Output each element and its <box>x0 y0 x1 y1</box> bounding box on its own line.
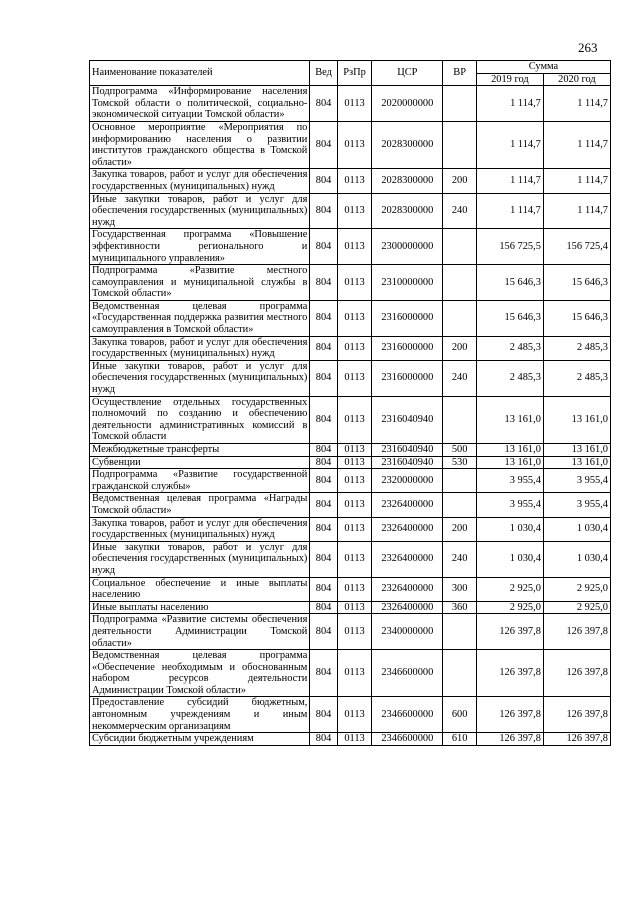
row-ved: 804 <box>310 444 337 457</box>
table-row <box>90 697 611 733</box>
row-rzpr: 0113 <box>337 300 372 336</box>
row-rzpr: 0113 <box>337 577 372 601</box>
row-sum-2020: 156 725,4 <box>543 229 610 265</box>
row-sum-2019: 2 925,0 <box>476 577 543 601</box>
row-csr: 2326400000 <box>372 601 443 614</box>
row-sum-2020: 13 161,0 <box>543 444 610 457</box>
row-ved: 804 <box>310 193 337 229</box>
row-vr <box>443 121 477 168</box>
table-row <box>90 265 611 301</box>
row-vr: 240 <box>443 541 477 577</box>
row-csr: 2340000000 <box>372 614 443 650</box>
header-rzpr: РзПр <box>337 61 372 86</box>
row-name: Основное мероприятие «Мероприятия по информированию населения о развитии институтов гражданского общества в Томской области» <box>90 121 310 168</box>
row-csr: 2310000000 <box>372 265 443 301</box>
table-body <box>90 86 611 746</box>
header-year-2020: 2020 год <box>543 73 610 86</box>
row-vr <box>443 650 477 697</box>
header-year-2019: 2019 год <box>476 73 543 86</box>
row-vr: 300 <box>443 577 477 601</box>
row-sum-2019: 1 114,7 <box>476 86 543 122</box>
row-ved: 804 <box>310 265 337 301</box>
row-vr: 610 <box>443 733 477 746</box>
row-csr: 2326400000 <box>372 541 443 577</box>
row-sum-2019: 1 114,7 <box>476 121 543 168</box>
row-sum-2019: 15 646,3 <box>476 265 543 301</box>
table-row <box>90 577 611 601</box>
table-row <box>90 493 611 517</box>
row-name: Подпрограмма «Развитие системы обеспечения деятельности Администрации Томской области» <box>90 614 310 650</box>
row-rzpr: 0113 <box>337 733 372 746</box>
row-rzpr: 0113 <box>337 193 372 229</box>
table-row <box>90 396 611 443</box>
row-name: Межбюджетные трансферты <box>90 444 310 457</box>
row-vr <box>443 396 477 443</box>
table-row <box>90 614 611 650</box>
row-vr: 200 <box>443 169 477 193</box>
row-sum-2019: 3 955,4 <box>476 493 543 517</box>
row-vr: 600 <box>443 697 477 733</box>
row-csr: 2346600000 <box>372 733 443 746</box>
row-rzpr: 0113 <box>337 456 372 469</box>
row-csr: 2316000000 <box>372 300 443 336</box>
row-ved: 804 <box>310 469 337 493</box>
table-row <box>90 121 611 168</box>
row-vr <box>443 229 477 265</box>
row-rzpr: 0113 <box>337 360 372 396</box>
row-sum-2019: 13 161,0 <box>476 396 543 443</box>
row-name: Осуществление отдельных государственных полномочий по созданию и обеспечению деятельности административных комиссий в Томской области <box>90 396 310 443</box>
row-sum-2019: 1 030,4 <box>476 541 543 577</box>
row-csr: 2346600000 <box>372 650 443 697</box>
row-rzpr: 0113 <box>337 169 372 193</box>
table-row <box>90 444 611 457</box>
page-number: 263 <box>578 40 598 55</box>
row-rzpr: 0113 <box>337 336 372 360</box>
row-name: Предоставление субсидий бюджетным, автономным учреждениям и иным некоммерческим организациям <box>90 697 310 733</box>
table-row <box>90 229 611 265</box>
row-rzpr: 0113 <box>337 121 372 168</box>
row-name: Ведомственная целевая программа «Награды Томской области» <box>90 493 310 517</box>
row-sum-2020: 13 161,0 <box>543 456 610 469</box>
row-sum-2019: 156 725,5 <box>476 229 543 265</box>
row-rzpr: 0113 <box>337 444 372 457</box>
row-ved: 804 <box>310 577 337 601</box>
table-row <box>90 193 611 229</box>
row-sum-2020: 2 485,3 <box>543 336 610 360</box>
row-sum-2020: 1 114,7 <box>543 86 610 122</box>
row-ved: 804 <box>310 229 337 265</box>
header-vr: ВР <box>443 61 477 86</box>
row-vr: 200 <box>443 336 477 360</box>
row-csr: 2316040940 <box>372 396 443 443</box>
header-csr: ЦСР <box>372 61 443 86</box>
row-name: Субсидии бюджетным учреждениям <box>90 733 310 746</box>
row-sum-2020: 2 485,3 <box>543 360 610 396</box>
row-rzpr: 0113 <box>337 601 372 614</box>
row-name: Ведомственная целевая программа «Государственная поддержка развития местного самоуправления в Томской области» <box>90 300 310 336</box>
row-vr: 240 <box>443 360 477 396</box>
row-vr <box>443 300 477 336</box>
row-ved: 804 <box>310 169 337 193</box>
row-sum-2020: 2 925,0 <box>543 577 610 601</box>
row-rzpr: 0113 <box>337 517 372 541</box>
row-csr: 2028300000 <box>372 121 443 168</box>
row-sum-2020: 13 161,0 <box>543 396 610 443</box>
row-rzpr: 0113 <box>337 265 372 301</box>
row-rzpr: 0113 <box>337 697 372 733</box>
row-name: Государственная программа «Повышение эффективности регионального и муниципального управления» <box>90 229 310 265</box>
row-sum-2019: 2 485,3 <box>476 336 543 360</box>
row-ved: 804 <box>310 86 337 122</box>
row-sum-2019: 1 114,7 <box>476 169 543 193</box>
row-name: Иные выплаты населению <box>90 601 310 614</box>
row-sum-2020: 126 397,8 <box>543 650 610 697</box>
row-csr: 2316000000 <box>372 360 443 396</box>
row-csr: 2300000000 <box>372 229 443 265</box>
row-csr: 2326400000 <box>372 517 443 541</box>
row-csr: 2028300000 <box>372 193 443 229</box>
row-name: Субвенции <box>90 456 310 469</box>
row-vr: 500 <box>443 444 477 457</box>
row-sum-2020: 15 646,3 <box>543 300 610 336</box>
row-sum-2020: 126 397,8 <box>543 614 610 650</box>
row-sum-2020: 1 114,7 <box>543 193 610 229</box>
row-rzpr: 0113 <box>337 86 372 122</box>
table-row <box>90 601 611 614</box>
row-vr: 200 <box>443 517 477 541</box>
row-ved: 804 <box>310 300 337 336</box>
row-rzpr: 0113 <box>337 229 372 265</box>
row-csr: 2326400000 <box>372 493 443 517</box>
header-sum: Сумма <box>476 61 610 74</box>
row-sum-2019: 15 646,3 <box>476 300 543 336</box>
row-vr <box>443 493 477 517</box>
row-rzpr: 0113 <box>337 541 372 577</box>
row-name: Иные закупки товаров, работ и услуг для обеспечения государственных (муниципальных) нужд <box>90 360 310 396</box>
row-sum-2020: 126 397,8 <box>543 733 610 746</box>
budget-table <box>89 60 611 746</box>
row-csr: 2326400000 <box>372 577 443 601</box>
row-rzpr: 0113 <box>337 469 372 493</box>
row-rzpr: 0113 <box>337 493 372 517</box>
row-csr: 2316040940 <box>372 456 443 469</box>
row-name: Ведомственная целевая программа «Обеспечение необходимым и обоснованным набором ресурсов деятельности Администрации Томской области» <box>90 650 310 697</box>
row-ved: 804 <box>310 456 337 469</box>
row-sum-2020: 1 114,7 <box>543 169 610 193</box>
row-ved: 804 <box>310 733 337 746</box>
row-csr: 2346600000 <box>372 697 443 733</box>
row-csr: 2316000000 <box>372 336 443 360</box>
row-vr: 360 <box>443 601 477 614</box>
row-vr <box>443 86 477 122</box>
table-row <box>90 169 611 193</box>
row-name: Подпрограмма «Развитие местного самоуправления и муниципальной службы в Томской области» <box>90 265 310 301</box>
row-sum-2020: 2 925,0 <box>543 601 610 614</box>
row-ved: 804 <box>310 396 337 443</box>
table-row <box>90 517 611 541</box>
table-row <box>90 541 611 577</box>
row-ved: 804 <box>310 541 337 577</box>
row-ved: 804 <box>310 697 337 733</box>
row-csr: 2028300000 <box>372 169 443 193</box>
table-row <box>90 86 611 122</box>
row-sum-2019: 126 397,8 <box>476 697 543 733</box>
row-rzpr: 0113 <box>337 650 372 697</box>
row-sum-2019: 1 030,4 <box>476 517 543 541</box>
row-ved: 804 <box>310 650 337 697</box>
row-name: Закупка товаров, работ и услуг для обеспечения государственных (муниципальных) нужд <box>90 169 310 193</box>
row-sum-2019: 2 925,0 <box>476 601 543 614</box>
table-row <box>90 300 611 336</box>
row-name: Иные закупки товаров, работ и услуг для обеспечения государственных (муниципальных) нужд <box>90 541 310 577</box>
row-vr: 530 <box>443 456 477 469</box>
row-sum-2020: 1 030,4 <box>543 541 610 577</box>
table-row <box>90 360 611 396</box>
row-sum-2020: 1 030,4 <box>543 517 610 541</box>
row-sum-2020: 15 646,3 <box>543 265 610 301</box>
row-ved: 804 <box>310 121 337 168</box>
row-name: Иные закупки товаров, работ и услуг для обеспечения государственных (муниципальных) нужд <box>90 193 310 229</box>
row-name: Закупка товаров, работ и услуг для обеспечения государственных (муниципальных) нужд <box>90 336 310 360</box>
row-sum-2020: 3 955,4 <box>543 469 610 493</box>
row-sum-2019: 13 161,0 <box>476 456 543 469</box>
row-ved: 804 <box>310 614 337 650</box>
row-rzpr: 0113 <box>337 396 372 443</box>
row-csr: 2320000000 <box>372 469 443 493</box>
row-vr <box>443 614 477 650</box>
row-name: Социальное обеспечение и иные выплаты населению <box>90 577 310 601</box>
header-name: Наименование показателей <box>90 61 310 86</box>
row-name: Подпрограмма «Информирование населения Томской области о политической, социально-экономической ситуации Томской области» <box>90 86 310 122</box>
table-header <box>90 61 611 86</box>
table-row <box>90 469 611 493</box>
table-row <box>90 650 611 697</box>
row-sum-2019: 13 161,0 <box>476 444 543 457</box>
table-row <box>90 456 611 469</box>
row-ved: 804 <box>310 336 337 360</box>
row-vr <box>443 469 477 493</box>
row-sum-2019: 2 485,3 <box>476 360 543 396</box>
table-row <box>90 733 611 746</box>
row-name: Закупка товаров, работ и услуг для обеспечения государственных (муниципальных) нужд <box>90 517 310 541</box>
row-ved: 804 <box>310 517 337 541</box>
row-sum-2020: 3 955,4 <box>543 493 610 517</box>
row-sum-2019: 126 397,8 <box>476 733 543 746</box>
row-rzpr: 0113 <box>337 614 372 650</box>
row-ved: 804 <box>310 360 337 396</box>
row-vr: 240 <box>443 193 477 229</box>
row-sum-2019: 1 114,7 <box>476 193 543 229</box>
row-sum-2019: 126 397,8 <box>476 614 543 650</box>
row-ved: 804 <box>310 493 337 517</box>
row-csr: 2316040940 <box>372 444 443 457</box>
row-sum-2020: 1 114,7 <box>543 121 610 168</box>
table-row <box>90 336 611 360</box>
row-sum-2019: 3 955,4 <box>476 469 543 493</box>
row-name: Подпрограмма «Развитие государственной гражданской службы» <box>90 469 310 493</box>
row-sum-2020: 126 397,8 <box>543 697 610 733</box>
row-ved: 804 <box>310 601 337 614</box>
row-sum-2019: 126 397,8 <box>476 650 543 697</box>
row-csr: 2020000000 <box>372 86 443 122</box>
row-vr <box>443 265 477 301</box>
header-ved: Вед <box>310 61 337 86</box>
